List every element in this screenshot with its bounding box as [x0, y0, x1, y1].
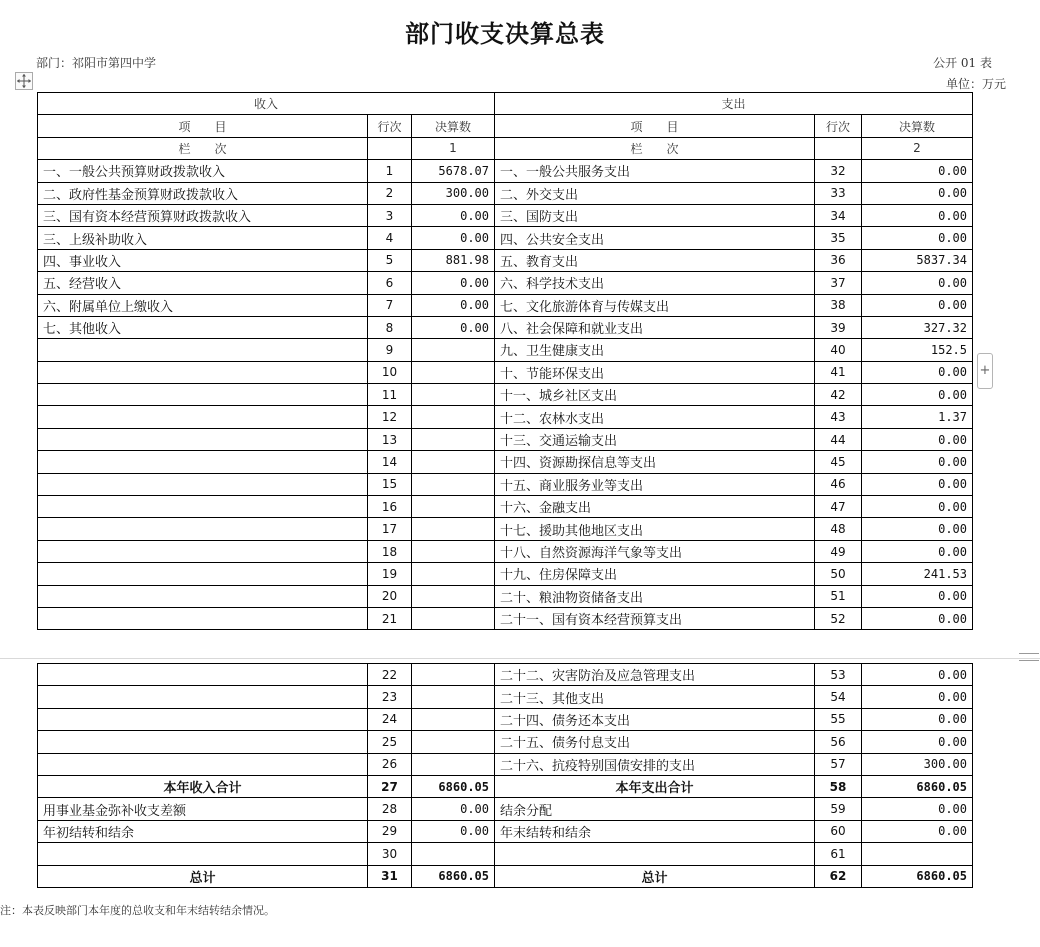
table-row — [38, 708, 973, 730]
expense-line-no-cell: 53 — [815, 664, 862, 686]
income-column-row-label: 栏 次 — [38, 137, 368, 159]
expense-amount-cell: 327.32 — [862, 316, 973, 338]
expense-line-no-cell: 38 — [815, 294, 862, 316]
form-number: 公开 01 表 — [933, 56, 992, 70]
income-item-cell: 七、其他收入 — [38, 316, 368, 338]
income-item-header: 项 目 — [38, 115, 368, 137]
expense-item-cell: 二十四、债务还本支出 — [495, 708, 815, 730]
income-line-no-cell: 13 — [368, 428, 412, 450]
income-amount-cell: 0.00 — [412, 820, 495, 842]
expense-line-no-cell: 49 — [815, 540, 862, 562]
summary-table-part-2 — [37, 663, 973, 888]
table-row — [38, 160, 973, 182]
income-amount-cell — [412, 361, 495, 383]
income-amount-cell — [412, 753, 495, 775]
expense-item-cell: 结余分配 — [495, 798, 815, 820]
expense-line-no-cell: 37 — [815, 272, 862, 294]
income-line-no-cell: 30 — [368, 843, 412, 865]
income-line-no-cell: 21 — [368, 607, 412, 629]
income-item-cell — [38, 339, 368, 361]
expense-amount-cell: 0.00 — [862, 820, 973, 842]
income-item-cell — [38, 496, 368, 518]
expense-amount-cell: 0.00 — [862, 182, 973, 204]
income-item-cell — [38, 428, 368, 450]
income-item-cell: 年初结转和结余 — [38, 820, 368, 842]
income-amount-cell: 0.00 — [412, 204, 495, 226]
income-item-cell: 总计 — [38, 865, 368, 887]
table-row — [38, 249, 973, 271]
income-column-number: 1 — [412, 137, 495, 159]
expense-line-no-cell: 36 — [815, 249, 862, 271]
expense-amount-cell: 0.00 — [862, 361, 973, 383]
table-row — [38, 798, 973, 820]
expense-amount-cell: 6860.05 — [862, 865, 973, 887]
table-row — [38, 731, 973, 753]
expense-item-cell: 十四、资源勘探信息等支出 — [495, 451, 815, 473]
expense-line-no-header: 行次 — [815, 115, 862, 137]
expense-line-no-cell: 59 — [815, 798, 862, 820]
income-header: 收入 — [38, 93, 495, 115]
table-row — [38, 361, 973, 383]
income-amount-cell — [412, 339, 495, 361]
expense-column-number: 2 — [862, 137, 973, 159]
income-amount-cell: 5678.07 — [412, 160, 495, 182]
table-row — [38, 204, 973, 226]
expense-item-cell: 七、文化旅游体育与传媒支出 — [495, 294, 815, 316]
table-row — [38, 843, 973, 865]
income-amount-cell — [412, 843, 495, 865]
income-amount-cell: 0.00 — [412, 227, 495, 249]
income-line-no-cell: 8 — [368, 316, 412, 338]
income-amount-cell: 0.00 — [412, 272, 495, 294]
income-line-no-cell: 20 — [368, 585, 412, 607]
expense-amount-cell: 241.53 — [862, 563, 973, 585]
expense-line-no-cell: 39 — [815, 316, 862, 338]
expense-amount-header: 决算数 — [862, 115, 973, 137]
expense-item-cell: 年末结转和结余 — [495, 820, 815, 842]
table-row — [38, 316, 973, 338]
expense-line-no-cell: 40 — [815, 339, 862, 361]
table-row — [38, 563, 973, 585]
expense-line-no-cell: 60 — [815, 820, 862, 842]
expense-line-no-cell: 57 — [815, 753, 862, 775]
expense-line-no-cell: 54 — [815, 686, 862, 708]
summary-table-part-1 — [37, 92, 973, 630]
income-line-no-cell: 6 — [368, 272, 412, 294]
expense-amount-cell: 0.00 — [862, 664, 973, 686]
page-break-line — [0, 658, 1040, 659]
income-amount-cell — [412, 708, 495, 730]
expense-line-no-cell: 48 — [815, 518, 862, 540]
empty-cell — [368, 137, 412, 159]
income-line-no-cell: 15 — [368, 473, 412, 495]
expense-item-cell: 十九、住房保障支出 — [495, 563, 815, 585]
expense-amount-cell: 5837.34 — [862, 249, 973, 271]
income-line-no-cell: 26 — [368, 753, 412, 775]
expense-amount-cell: 0.00 — [862, 160, 973, 182]
expense-amount-cell: 300.00 — [862, 753, 973, 775]
income-amount-cell — [412, 540, 495, 562]
income-item-cell — [38, 518, 368, 540]
expense-amount-cell: 152.5 — [862, 339, 973, 361]
income-item-cell — [38, 406, 368, 428]
expense-item-cell: 十二、农林水支出 — [495, 406, 815, 428]
table-row — [38, 451, 973, 473]
table-row — [38, 272, 973, 294]
income-line-no-cell: 25 — [368, 731, 412, 753]
expense-amount-cell: 0.00 — [862, 518, 973, 540]
income-item-cell — [38, 563, 368, 585]
expense-amount-cell: 1.37 — [862, 406, 973, 428]
income-line-no-cell: 16 — [368, 496, 412, 518]
income-item-cell — [38, 451, 368, 473]
income-line-no-cell: 1 — [368, 160, 412, 182]
department-label: 部门：祁阳市第四中学 — [36, 56, 157, 70]
table-row — [38, 753, 973, 775]
income-line-no-cell: 31 — [368, 865, 412, 887]
expense-line-no-cell: 56 — [815, 731, 862, 753]
table-row — [38, 820, 973, 842]
table-row — [38, 518, 973, 540]
expense-line-no-cell: 43 — [815, 406, 862, 428]
income-line-no-cell: 28 — [368, 798, 412, 820]
income-item-cell — [38, 753, 368, 775]
expense-item-header: 项 目 — [495, 115, 815, 137]
expense-line-no-cell: 52 — [815, 607, 862, 629]
income-amount-cell — [412, 518, 495, 540]
expense-amount-cell: 0.00 — [862, 451, 973, 473]
expense-item-cell: 二十一、国有资本经营预算支出 — [495, 607, 815, 629]
income-item-cell — [38, 607, 368, 629]
expense-amount-cell: 0.00 — [862, 708, 973, 730]
expense-amount-cell: 0.00 — [862, 473, 973, 495]
income-item-cell: 三、上级补助收入 — [38, 227, 368, 249]
income-amount-cell: 0.00 — [412, 798, 495, 820]
add-column-button[interactable] — [977, 353, 993, 389]
expense-amount-cell: 0.00 — [862, 204, 973, 226]
expense-line-no-cell: 55 — [815, 708, 862, 730]
empty-cell — [815, 137, 862, 159]
income-amount-cell — [412, 563, 495, 585]
table-row — [38, 384, 973, 406]
income-item-cell: 本年收入合计 — [38, 775, 368, 797]
expense-line-no-cell: 44 — [815, 428, 862, 450]
expense-item-cell: 总计 — [495, 865, 815, 887]
expense-item-cell: 六、科学技术支出 — [495, 272, 815, 294]
income-item-cell: 五、经营收入 — [38, 272, 368, 294]
plus-icon: + — [979, 363, 991, 378]
income-item-cell: 一、一般公共预算财政拨款收入 — [38, 160, 368, 182]
income-amount-cell: 0.00 — [412, 294, 495, 316]
expense-amount-cell: 6860.05 — [862, 775, 973, 797]
expense-item-cell: 四、公共安全支出 — [495, 227, 815, 249]
expense-item-cell: 二、外交支出 — [495, 182, 815, 204]
income-line-no-cell: 17 — [368, 518, 412, 540]
income-line-no-cell: 11 — [368, 384, 412, 406]
table-row — [38, 227, 973, 249]
table-row — [38, 294, 973, 316]
expense-item-cell: 十六、金融支出 — [495, 496, 815, 518]
income-item-cell — [38, 686, 368, 708]
income-amount-cell: 6860.05 — [412, 865, 495, 887]
expense-item-cell: 一、一般公共服务支出 — [495, 160, 815, 182]
income-line-no-cell: 14 — [368, 451, 412, 473]
expense-amount-cell: 0.00 — [862, 686, 973, 708]
income-item-cell — [38, 731, 368, 753]
expense-item-cell: 九、卫生健康支出 — [495, 339, 815, 361]
expense-line-no-cell: 61 — [815, 843, 862, 865]
income-amount-cell — [412, 607, 495, 629]
expense-item-cell: 十八、自然资源海洋气象等支出 — [495, 540, 815, 562]
income-item-cell: 四、事业收入 — [38, 249, 368, 271]
expense-line-no-cell: 34 — [815, 204, 862, 226]
expense-item-cell: 十五、商业服务业等支出 — [495, 473, 815, 495]
income-amount-cell — [412, 585, 495, 607]
expense-amount-cell: 0.00 — [862, 798, 973, 820]
table-row — [38, 585, 973, 607]
table-row — [38, 496, 973, 518]
expense-item-cell: 二十、粮油物资储备支出 — [495, 585, 815, 607]
income-line-no-cell: 27 — [368, 775, 412, 797]
income-amount-cell: 0.00 — [412, 316, 495, 338]
expense-line-no-cell: 62 — [815, 865, 862, 887]
income-line-no-header: 行次 — [368, 115, 412, 137]
expense-item-cell: 三、国防支出 — [495, 204, 815, 226]
total-row — [38, 865, 973, 887]
page-title: 部门收支决算总表 — [405, 20, 605, 48]
expense-column-row-label: 栏 次 — [495, 137, 815, 159]
income-line-no-cell: 5 — [368, 249, 412, 271]
income-item-cell: 二、政府性基金预算财政拨款收入 — [38, 182, 368, 204]
table-row — [38, 686, 973, 708]
income-item-cell: 用事业基金弥补收支差额 — [38, 798, 368, 820]
expense-line-no-cell: 50 — [815, 563, 862, 585]
header-row-column-numbers — [38, 137, 973, 159]
income-amount-cell — [412, 731, 495, 753]
income-amount-cell — [412, 473, 495, 495]
table-row — [38, 664, 973, 686]
income-amount-cell — [412, 451, 495, 473]
expense-amount-cell: 0.00 — [862, 294, 973, 316]
income-amount-cell — [412, 384, 495, 406]
expense-line-no-cell: 45 — [815, 451, 862, 473]
expense-item-cell — [495, 843, 815, 865]
expense-item-cell: 本年支出合计 — [495, 775, 815, 797]
income-item-cell — [38, 843, 368, 865]
expense-item-cell: 二十二、灾害防治及应急管理支出 — [495, 664, 815, 686]
table-row — [38, 428, 973, 450]
income-item-cell — [38, 540, 368, 562]
expense-amount-cell — [862, 843, 973, 865]
header-row-section — [38, 93, 973, 115]
income-line-no-cell: 24 — [368, 708, 412, 730]
table-row — [38, 540, 973, 562]
expense-line-no-cell: 51 — [815, 585, 862, 607]
expense-item-cell: 十一、城乡社区支出 — [495, 384, 815, 406]
income-amount-cell — [412, 496, 495, 518]
expense-amount-cell: 0.00 — [862, 428, 973, 450]
expense-item-cell: 五、教育支出 — [495, 249, 815, 271]
expense-amount-cell: 0.00 — [862, 585, 973, 607]
expense-item-cell: 二十五、债务付息支出 — [495, 731, 815, 753]
income-line-no-cell: 22 — [368, 664, 412, 686]
expense-header: 支出 — [495, 93, 973, 115]
income-amount-cell — [412, 406, 495, 428]
income-line-no-cell: 7 — [368, 294, 412, 316]
income-amount-cell: 300.00 — [412, 182, 495, 204]
income-line-no-cell: 10 — [368, 361, 412, 383]
expense-amount-cell: 0.00 — [862, 384, 973, 406]
income-item-cell — [38, 585, 368, 607]
expense-item-cell: 八、社会保障和就业支出 — [495, 316, 815, 338]
table-row — [38, 406, 973, 428]
income-amount-cell — [412, 664, 495, 686]
income-line-no-cell: 3 — [368, 204, 412, 226]
expense-line-no-cell: 42 — [815, 384, 862, 406]
expense-line-no-cell: 32 — [815, 160, 862, 182]
income-line-no-cell: 9 — [368, 339, 412, 361]
income-line-no-cell: 18 — [368, 540, 412, 562]
table-row — [38, 607, 973, 629]
income-item-cell — [38, 473, 368, 495]
expense-amount-cell: 0.00 — [862, 731, 973, 753]
income-line-no-cell: 23 — [368, 686, 412, 708]
expense-line-no-cell: 46 — [815, 473, 862, 495]
income-item-cell — [38, 361, 368, 383]
income-line-no-cell: 2 — [368, 182, 412, 204]
income-item-cell — [38, 664, 368, 686]
expense-line-no-cell: 35 — [815, 227, 862, 249]
expense-amount-cell: 0.00 — [862, 607, 973, 629]
table-row — [38, 339, 973, 361]
income-item-cell — [38, 384, 368, 406]
table-row — [38, 473, 973, 495]
page-break-marker — [1019, 653, 1039, 661]
expense-item-cell: 二十六、抗疫特别国债安排的支出 — [495, 753, 815, 775]
income-amount-header: 决算数 — [412, 115, 495, 137]
expense-amount-cell: 0.00 — [862, 227, 973, 249]
expense-amount-cell: 0.00 — [862, 272, 973, 294]
subtotal-row — [38, 775, 973, 797]
expense-item-cell: 十七、援助其他地区支出 — [495, 518, 815, 540]
footnote: 注：本表反映部门本年度的总收支和年末结转结余情况。 — [0, 904, 275, 917]
income-amount-cell — [412, 686, 495, 708]
expense-line-no-cell: 58 — [815, 775, 862, 797]
expense-item-cell: 十、节能环保支出 — [495, 361, 815, 383]
income-amount-cell — [412, 428, 495, 450]
income-item-cell: 三、国有资本经营预算财政拨款收入 — [38, 204, 368, 226]
income-line-no-cell: 12 — [368, 406, 412, 428]
move-icon — [16, 73, 32, 89]
income-item-cell — [38, 708, 368, 730]
header-row-columns — [38, 115, 973, 137]
expense-line-no-cell: 41 — [815, 361, 862, 383]
expense-line-no-cell: 47 — [815, 496, 862, 518]
income-line-no-cell: 29 — [368, 820, 412, 842]
table-move-handle[interactable] — [15, 72, 33, 90]
income-amount-cell: 6860.05 — [412, 775, 495, 797]
income-item-cell: 六、附属单位上缴收入 — [38, 294, 368, 316]
income-line-no-cell: 19 — [368, 563, 412, 585]
expense-amount-cell: 0.00 — [862, 496, 973, 518]
expense-item-cell: 二十三、其他支出 — [495, 686, 815, 708]
table-row — [38, 182, 973, 204]
income-line-no-cell: 4 — [368, 227, 412, 249]
expense-amount-cell: 0.00 — [862, 540, 973, 562]
unit-label: 单位：万元 — [945, 77, 1006, 91]
income-amount-cell: 881.98 — [412, 249, 495, 271]
expense-item-cell: 十三、交通运输支出 — [495, 428, 815, 450]
expense-line-no-cell: 33 — [815, 182, 862, 204]
